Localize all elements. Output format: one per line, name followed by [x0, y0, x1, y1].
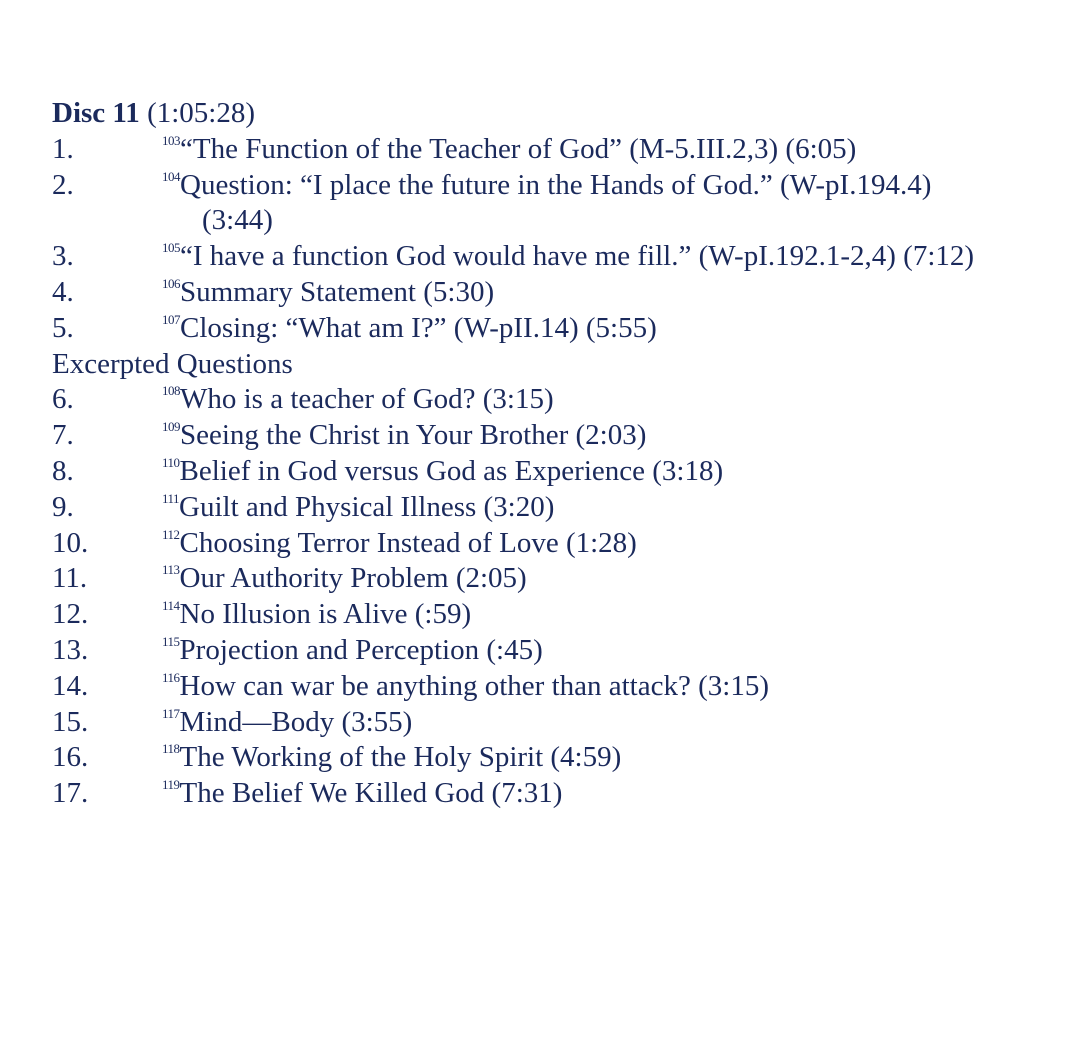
- track-body: [162, 168, 1062, 240]
- track-title: No Illusion is Alive (:59): [179, 598, 472, 631]
- track-reference-number: 112: [162, 526, 180, 542]
- track-number: 17.: [52, 777, 89, 810]
- track-title: Mind—Body (3:55): [179, 705, 413, 738]
- track-body: [162, 705, 1062, 741]
- disc-title: Disc 11: [52, 97, 140, 129]
- track-number: 3.: [52, 240, 74, 273]
- track-title: Question: “I place the future in the Hands of God.” (W-pI.194.4): [180, 168, 932, 201]
- track-item: [52, 490, 1062, 526]
- track-reference-number: 113: [162, 562, 180, 578]
- track-reference-number: 103: [162, 132, 180, 148]
- track-title: How can war be anything other than attack? (3:15): [179, 669, 769, 702]
- track-reference-number: 114: [162, 598, 180, 614]
- track-item: [52, 705, 1062, 741]
- track-body: [162, 311, 1062, 347]
- track-body: [162, 490, 1062, 526]
- track-number: 16.: [52, 741, 89, 774]
- track-number: 2.: [52, 168, 74, 201]
- track-number: 12.: [52, 598, 89, 631]
- track-item: [52, 275, 1062, 311]
- track-body: [162, 418, 1062, 454]
- track-title: The Working of the Holy Spirit (4:59): [179, 741, 622, 774]
- track-number: 13.: [52, 633, 89, 666]
- track-body: [162, 275, 1062, 311]
- track-number: 1.: [52, 132, 74, 165]
- track-title: Choosing Terror Instead of Love (1:28): [179, 526, 637, 559]
- track-reference-number: 115: [162, 633, 180, 649]
- disc-duration: (1:05:28): [147, 97, 255, 129]
- track-item: [52, 597, 1062, 633]
- track-item: [52, 454, 1062, 490]
- track-title: Closing: “What am I?” (W-pII.14) (5:55): [180, 311, 657, 344]
- track-title-continuation: (3:44): [202, 204, 273, 237]
- track-reference-number: 119: [162, 777, 180, 793]
- track-body: [162, 526, 1062, 562]
- track-title: Summary Statement (5:30): [180, 275, 495, 308]
- track-item: [52, 239, 1062, 275]
- track-body: [162, 382, 1062, 418]
- track-reference-number: 118: [162, 741, 180, 757]
- track-body: [162, 454, 1062, 490]
- track-reference-number: 106: [162, 275, 180, 291]
- track-item: [52, 526, 1062, 562]
- track-number: 9.: [52, 490, 74, 523]
- track-title: “The Function of the Teacher of God” (M-5.III.2,3) (6:05): [180, 132, 857, 165]
- track-item: [52, 382, 1062, 418]
- track-body: [162, 633, 1062, 669]
- track-title: Our Authority Problem (2:05): [179, 562, 527, 595]
- track-title: Seeing the Christ in Your Brother (2:03): [180, 419, 647, 452]
- track-item: [52, 561, 1062, 597]
- track-body: [162, 740, 1062, 776]
- track-item: [52, 132, 1062, 168]
- track-item: [52, 418, 1062, 454]
- track-number: 4.: [52, 275, 74, 308]
- track-item: [52, 311, 1062, 347]
- track-reference-number: 104: [162, 168, 180, 184]
- track-body: [162, 669, 1062, 705]
- track-number: 15.: [52, 705, 89, 738]
- track-body: [162, 561, 1062, 597]
- track-title: The Belief We Killed God (7:31): [179, 777, 563, 810]
- track-body: [162, 132, 1062, 168]
- track-item: [52, 633, 1062, 669]
- track-title: Projection and Perception (:45): [179, 633, 543, 666]
- track-number: 6.: [52, 383, 74, 416]
- track-number: 8.: [52, 454, 74, 487]
- disc-header: [52, 96, 1062, 132]
- track-item: [52, 740, 1062, 776]
- track-number: 10.: [52, 526, 89, 559]
- track-title: Guilt and Physical Illness (3:20): [179, 490, 555, 523]
- track-number: 11.: [52, 562, 88, 595]
- track-title: Belief in God versus God as Experience (3:18): [179, 454, 724, 487]
- track-item: [52, 776, 1062, 812]
- track-body: [162, 597, 1062, 633]
- track-body: [162, 776, 1062, 812]
- track-item: [52, 168, 1062, 240]
- track-title: Who is a teacher of God? (3:15): [180, 383, 554, 416]
- track-body: [162, 239, 1062, 275]
- track-item: [52, 669, 1062, 705]
- track-reference-number: 116: [162, 669, 180, 685]
- track-reference-number: 107: [162, 311, 180, 327]
- track-reference-number: 108: [162, 383, 180, 399]
- track-reference-number: 117: [162, 705, 180, 721]
- track-reference-number: 111: [162, 490, 180, 506]
- track-listing-document: [52, 96, 1062, 812]
- track-number: 5.: [52, 311, 74, 344]
- section-heading: Excerpted Questions: [52, 347, 293, 380]
- track-reference-number: 110: [162, 454, 180, 470]
- track-number: 14.: [52, 669, 89, 702]
- track-title: “I have a function God would have me fill.” (W-pI.192.1-2,4) (7:12): [180, 240, 975, 273]
- track-reference-number: 109: [162, 419, 180, 435]
- track-reference-number: 105: [162, 240, 180, 256]
- track-number: 7.: [52, 419, 74, 452]
